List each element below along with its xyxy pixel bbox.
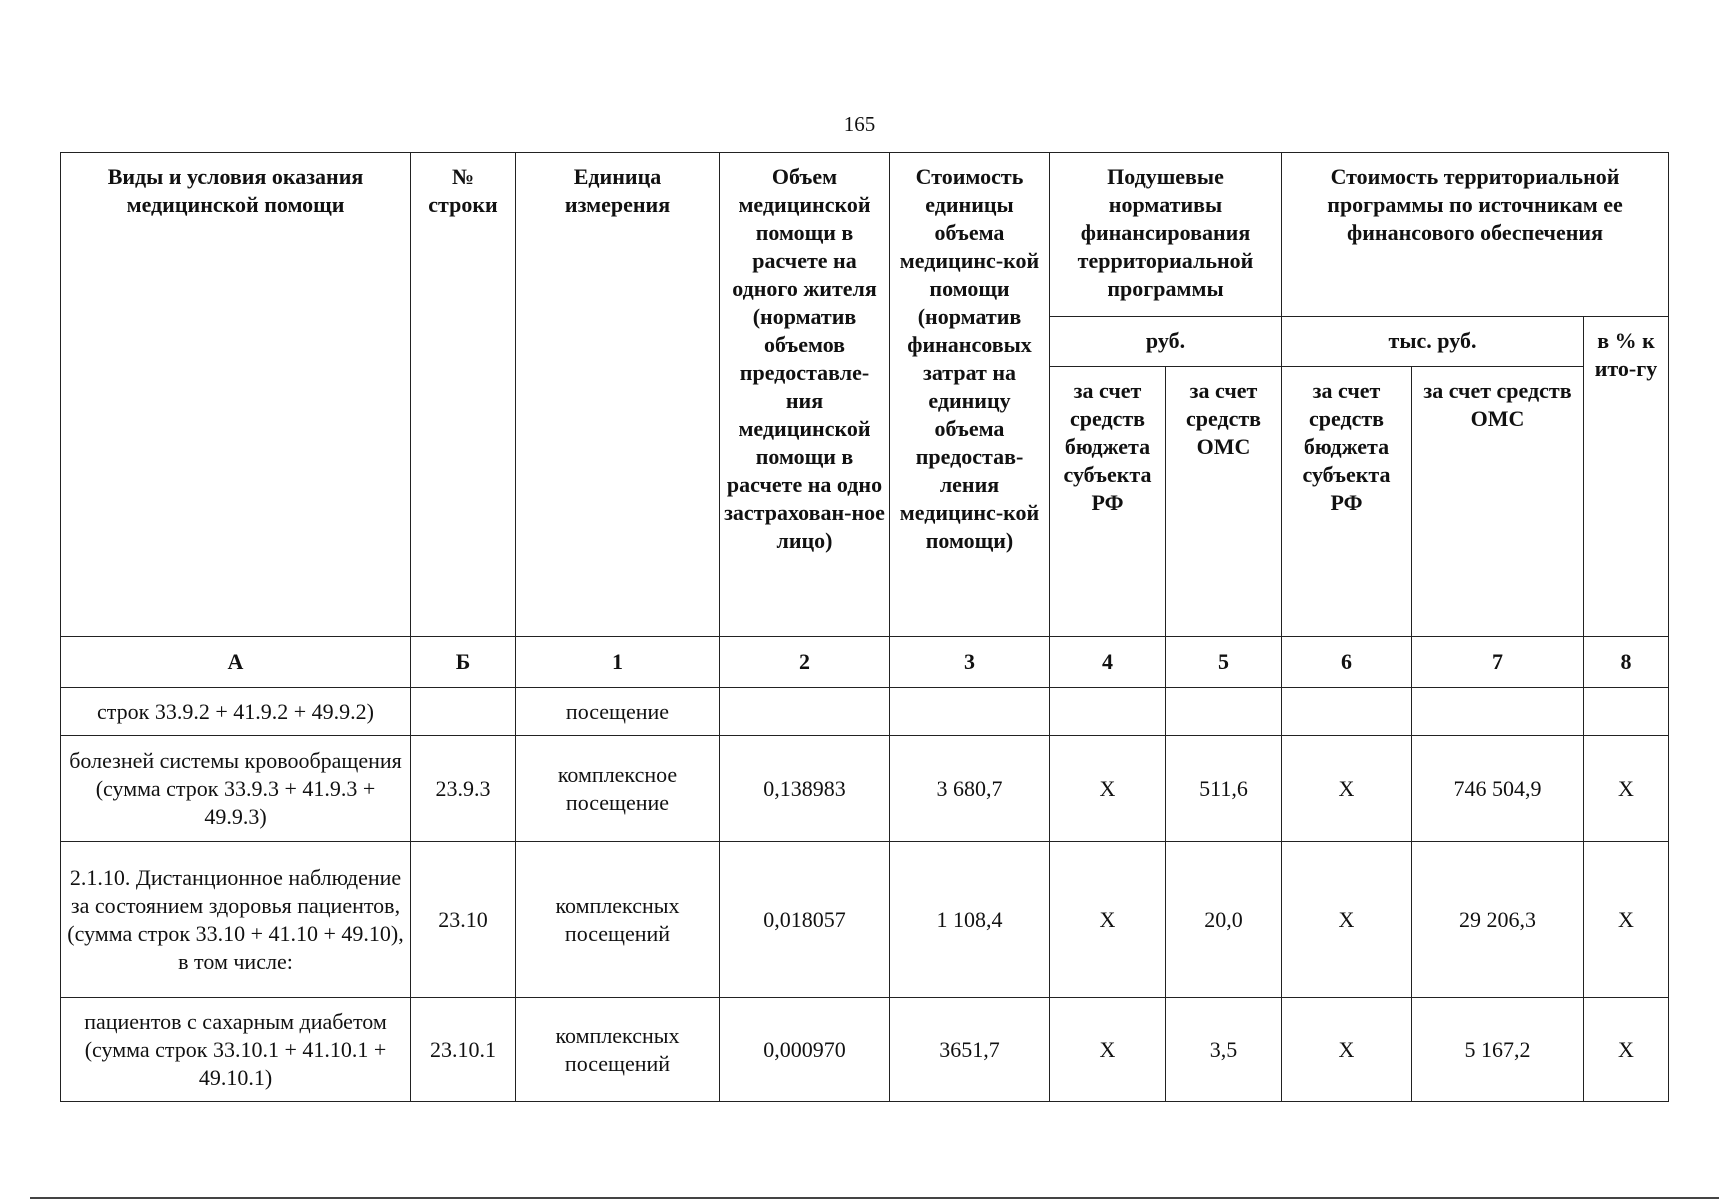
- row-volume: 0,138983: [720, 736, 890, 842]
- row-cost-oms: 746 504,9: [1412, 736, 1584, 842]
- row-cost-budget: Х: [1282, 998, 1412, 1102]
- row-line-number: 23.10: [411, 842, 516, 998]
- row-unit-cost: [890, 688, 1050, 736]
- row-per-capita-oms: [1166, 688, 1282, 736]
- row-description: 2.1.10. Дистанционное наблюдение за состоянием здоровья пациентов, (сумма строк 33.10 + 41.10 + 49.10), в том числе:: [61, 842, 411, 998]
- header-unit-thousand-rub: тыс. руб.: [1282, 317, 1584, 367]
- row-unit-cost: 3651,7: [890, 998, 1050, 1102]
- index-cell-5: 5: [1166, 637, 1282, 688]
- row-unit-cost: 1 108,4: [890, 842, 1050, 998]
- header-per-capita-budget: за счет средств бюджета субъекта РФ: [1050, 367, 1166, 637]
- row-cost-oms: 29 206,3: [1412, 842, 1584, 998]
- header-cost-budget: за счет средств бюджета субъекта РФ: [1282, 367, 1412, 637]
- header-unit-rub: руб.: [1050, 317, 1282, 367]
- table-row: [61, 736, 1669, 842]
- page-number: 165: [843, 112, 876, 136]
- row-volume: [720, 688, 890, 736]
- row-unit: комплексное посещение: [516, 736, 720, 842]
- header-percent-of-total: в % к ито-гу: [1584, 317, 1669, 637]
- row-description: пациентов с сахарным диабетом (сумма строк 33.10.1 + 41.10.1 + 49.10.1): [61, 998, 411, 1102]
- financing-table: [60, 152, 1669, 1102]
- row-cost-oms: [1412, 688, 1584, 736]
- index-cell-3: 3: [890, 637, 1050, 688]
- index-cell-2: 2: [720, 637, 890, 688]
- index-cell-7: 7: [1412, 637, 1584, 688]
- table-row: [61, 842, 1669, 998]
- header-unit-of-measure: Единица измерения: [516, 153, 720, 637]
- row-per-capita-budget: [1050, 688, 1166, 736]
- header-volume-per-resident: Объем медицинской помощи в расчете на одного жителя (норматив объемов предоставле-ния медицинской помощи в расчете на одно застрахован-ное лицо): [720, 153, 890, 637]
- header-per-capita-oms: за счет средств ОМС: [1166, 367, 1282, 637]
- row-cost-oms: 5 167,2: [1412, 998, 1584, 1102]
- row-unit: посещение: [516, 688, 720, 736]
- row-cost-budget: Х: [1282, 842, 1412, 998]
- row-per-capita-oms: 511,6: [1166, 736, 1282, 842]
- header-unit-cost: Стоимость единицы объема медицинс-кой помощи (норматив финансовых затрат на единицу объема предостав-ления медицинс-кой помощи): [890, 153, 1050, 637]
- index-cell-4: 4: [1050, 637, 1166, 688]
- row-volume: 0,018057: [720, 842, 890, 998]
- row-percent: Х: [1584, 736, 1669, 842]
- index-cell-b: Б: [411, 637, 516, 688]
- row-line-number: 23.9.3: [411, 736, 516, 842]
- header-per-capita-norms: Подушевые нормативы финансирования территориальной программы: [1050, 153, 1282, 317]
- row-per-capita-budget: Х: [1050, 842, 1166, 998]
- row-volume: 0,000970: [720, 998, 890, 1102]
- row-description: строк 33.9.2 + 41.9.2 + 49.9.2): [61, 688, 411, 736]
- index-cell-1: 1: [516, 637, 720, 688]
- header-cost-oms: за счет средств ОМС: [1412, 367, 1584, 637]
- row-line-number: [411, 688, 516, 736]
- row-percent: [1584, 688, 1669, 736]
- row-per-capita-oms: 3,5: [1166, 998, 1282, 1102]
- row-unit: комплексных посещений: [516, 998, 720, 1102]
- row-description: болезней системы кровообращения (сумма строк 33.9.3 + 41.9.3 + 49.9.3): [61, 736, 411, 842]
- row-per-capita-oms: 20,0: [1166, 842, 1282, 998]
- index-cell-6: 6: [1282, 637, 1412, 688]
- row-percent: Х: [1584, 842, 1669, 998]
- index-cell-a: А: [61, 637, 411, 688]
- table-row: [61, 688, 1669, 736]
- header-kinds-of-care: Виды и условия оказания медицинской помощи: [61, 153, 411, 637]
- row-cost-budget: [1282, 688, 1412, 736]
- row-per-capita-budget: Х: [1050, 736, 1166, 842]
- row-unit-cost: 3 680,7: [890, 736, 1050, 842]
- header-line-number: № строки: [411, 153, 516, 637]
- index-cell-8: 8: [1584, 637, 1669, 688]
- row-percent: Х: [1584, 998, 1669, 1102]
- table-row: [61, 998, 1669, 1102]
- row-cost-budget: Х: [1282, 736, 1412, 842]
- row-unit: комплексных посещений: [516, 842, 720, 998]
- row-line-number: 23.10.1: [411, 998, 516, 1102]
- page-bottom-rule: [30, 1197, 1719, 1199]
- row-per-capita-budget: Х: [1050, 998, 1166, 1102]
- header-program-cost: Стоимость территориальной программы по источникам ее финансового обеспечения: [1282, 153, 1669, 317]
